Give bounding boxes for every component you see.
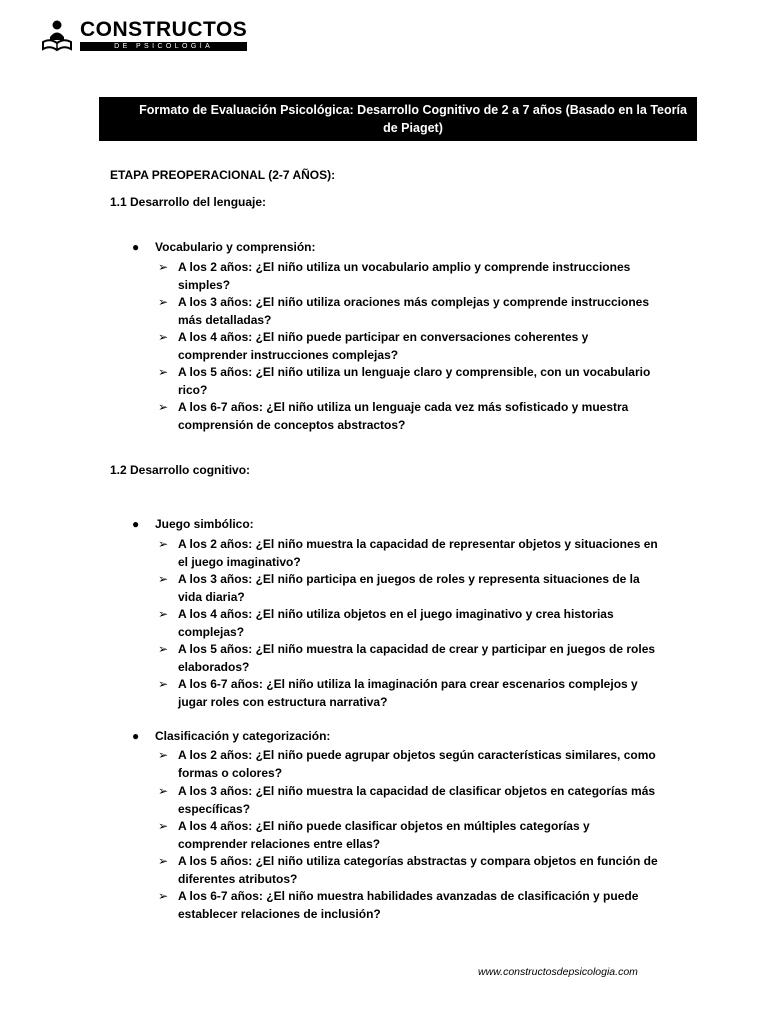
group-title: ● Vocabulario y comprensión:	[132, 240, 316, 254]
bullet-dot-icon: ●	[132, 517, 140, 531]
list-item: ➢ A los 5 años: ¿El niño muestra la capacidad de crear y participar en juegos de roles elaborados?	[158, 641, 658, 676]
list-item: ➢ A los 3 años: ¿El niño utiliza oraciones más complejas y comprende instrucciones más detalladas?	[158, 294, 658, 329]
arrow-bullet-icon: ➢	[158, 748, 169, 762]
arrow-bullet-icon: ➢	[158, 400, 169, 414]
arrow-bullet-icon: ➢	[158, 330, 169, 344]
brand-logo	[40, 18, 247, 52]
arrow-bullet-icon: ➢	[158, 572, 169, 586]
group-title: ● Juego simbólico:	[132, 517, 254, 531]
arrow-bullet-icon: ➢	[158, 889, 169, 903]
arrow-bullet-icon: ➢	[158, 784, 169, 798]
thinker-book-icon	[40, 18, 74, 52]
list-item: ➢ A los 4 años: ¿El niño utiliza objetos en el juego imaginativo y crea historias complejas?	[158, 606, 658, 641]
arrow-bullet-icon: ➢	[158, 365, 169, 379]
arrow-bullet-icon: ➢	[158, 642, 169, 656]
arrow-bullet-icon: ➢	[158, 854, 169, 868]
list-item: ➢ A los 2 años: ¿El niño utiliza un vocabulario amplio y comprende instrucciones simples?	[158, 259, 658, 294]
bullet-dot-icon: ●	[132, 240, 140, 254]
brand-name: CONSTRUCTOS	[80, 18, 248, 41]
list-item: ➢ A los 3 años: ¿El niño muestra la capacidad de clasificar objetos en categorías más específicas?	[158, 783, 658, 818]
list-item: ➢ A los 5 años: ¿El niño utiliza categorías abstractas y compara objetos en función de diferentes atributos?	[158, 853, 658, 888]
list-item: ➢ A los 6-7 años: ¿El niño utiliza la imaginación para crear escenarios complejos y jugar roles con estructura narrativa?	[158, 676, 658, 711]
arrow-bullet-icon: ➢	[158, 537, 169, 551]
arrow-bullet-icon: ➢	[158, 819, 169, 833]
list-item: ➢ A los 4 años: ¿El niño puede clasificar objetos en múltiples categorías y comprender relaciones entre ellas?	[158, 818, 658, 853]
arrow-bullet-icon: ➢	[158, 295, 169, 309]
footer-url[interactable]: www.constructosdepsicologia.com	[478, 966, 638, 978]
list-item: ➢ A los 6-7 años: ¿El niño utiliza un lenguaje cada vez más sofisticado y muestra comprensión de conceptos abstractos?	[158, 399, 658, 434]
arrow-bullet-icon: ➢	[158, 677, 169, 691]
list-item: ➢ A los 2 años: ¿El niño muestra la capacidad de representar objetos y situaciones en el juego imaginativo?	[158, 536, 658, 571]
list-item: ➢ A los 3 años: ¿El niño participa en juegos de roles y representa situaciones de la vida diaria?	[158, 571, 658, 606]
document-title: Formato de Evaluación Psicológica: Desarrollo Cognitivo de 2 a 7 años (Basado en la Teoría de Piaget)	[99, 97, 697, 141]
list-item: ➢ A los 2 años: ¿El niño puede agrupar objetos según características similares, como formas o colores?	[158, 747, 658, 782]
bullet-dot-icon: ●	[132, 729, 140, 743]
arrow-bullet-icon: ➢	[158, 260, 169, 274]
list-item: ➢ A los 6-7 años: ¿El niño muestra habilidades avanzadas de clasificación y puede establecer relaciones de inclusión?	[158, 888, 658, 923]
group-title: ● Clasificación y categorización:	[132, 729, 331, 743]
arrow-bullet-icon: ➢	[158, 607, 169, 621]
brand-subtitle: DE PSICOLOGÍA	[80, 42, 247, 51]
section-heading: 1.1 Desarrollo del lenguaje:	[110, 195, 267, 209]
section-heading: 1.2 Desarrollo cognitivo:	[110, 463, 251, 477]
list-item: ➢ A los 4 años: ¿El niño puede participar en conversaciones coherentes y comprender instrucciones complejas?	[158, 329, 658, 364]
list-item: ➢ A los 5 años: ¿El niño utiliza un lenguaje claro y comprensible, con un vocabulario rico?	[158, 364, 658, 399]
stage-heading: ETAPA PREOPERACIONAL (2-7 AÑOS):	[110, 168, 336, 182]
